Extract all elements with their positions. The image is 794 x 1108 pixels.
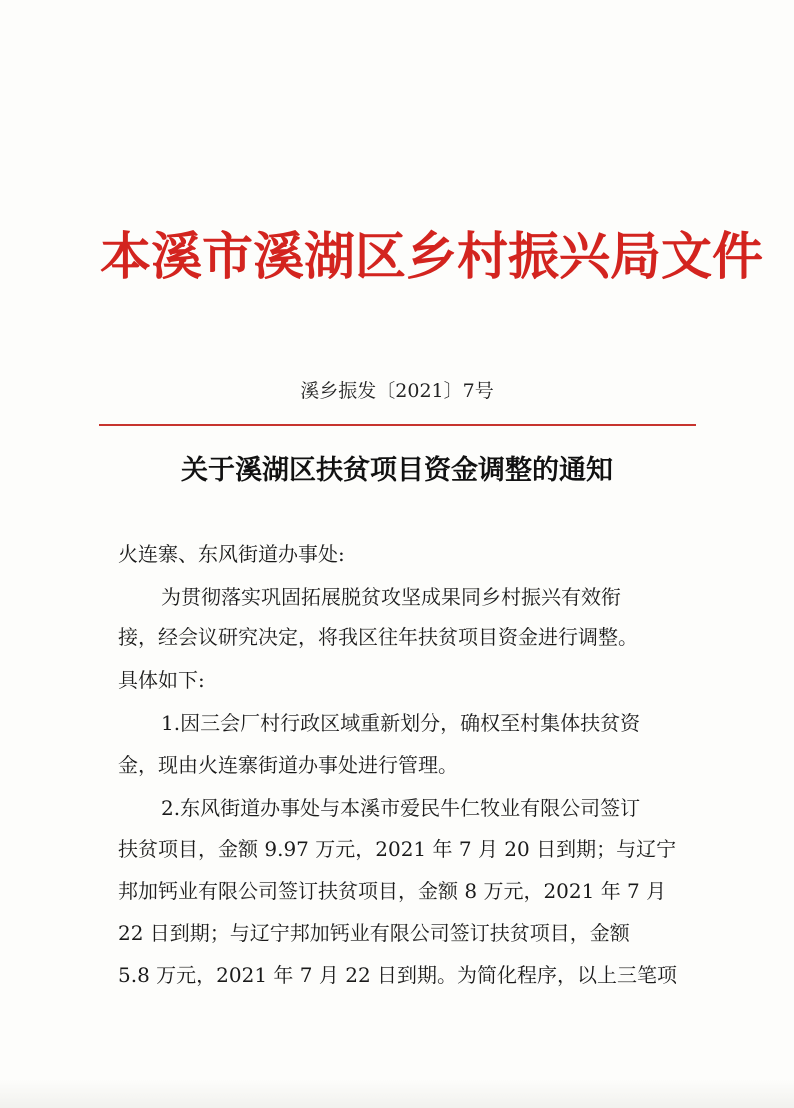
- red-divider: [99, 424, 696, 426]
- paragraph-line: 22 日到期；与辽宁邦加钙业有限公司签订扶贫项目，金额: [118, 921, 630, 945]
- paragraph-line: 邦加钙业有限公司签订扶贫项目，金额 8 万元，2021 年 7 月: [118, 879, 667, 903]
- paragraph-line: 金，现由火连寨街道办事处进行管理。: [118, 753, 458, 777]
- paragraph-line: 为贯彻落实巩固拓展脱贫攻坚成果同乡村振兴有效衔: [161, 585, 621, 609]
- document-number: 溪乡振发〔2021〕7号: [300, 380, 494, 402]
- paragraph-line: 扶贫项目，金额 9.97 万元，2021 年 7 月 20 日到期；与辽宁: [118, 837, 677, 861]
- document-title: 关于溪湖区扶贫项目资金调整的通知: [181, 455, 613, 486]
- paragraph-line: 接，经会议研究决定，将我区往年扶贫项目资金进行调整。: [118, 625, 638, 649]
- paragraph-line: 1.因三会厂村行政区域重新划分，确权至村集体扶贫资: [161, 711, 641, 735]
- addressee: 火连寨、东风街道办事处:: [118, 542, 345, 566]
- paragraph-line: 2.东风街道办事处与本溪市爱民牛仁牧业有限公司签订: [161, 796, 641, 820]
- page-bottom-shade: [0, 1080, 794, 1108]
- paragraph-line: 5.8 万元，2021 年 7 月 22 日到期。为简化程序，以上三笔项: [118, 963, 678, 987]
- issuer-header: 本溪市溪湖区乡村振兴局文件: [100, 228, 764, 287]
- paragraph-line: 具体如下:: [118, 668, 205, 692]
